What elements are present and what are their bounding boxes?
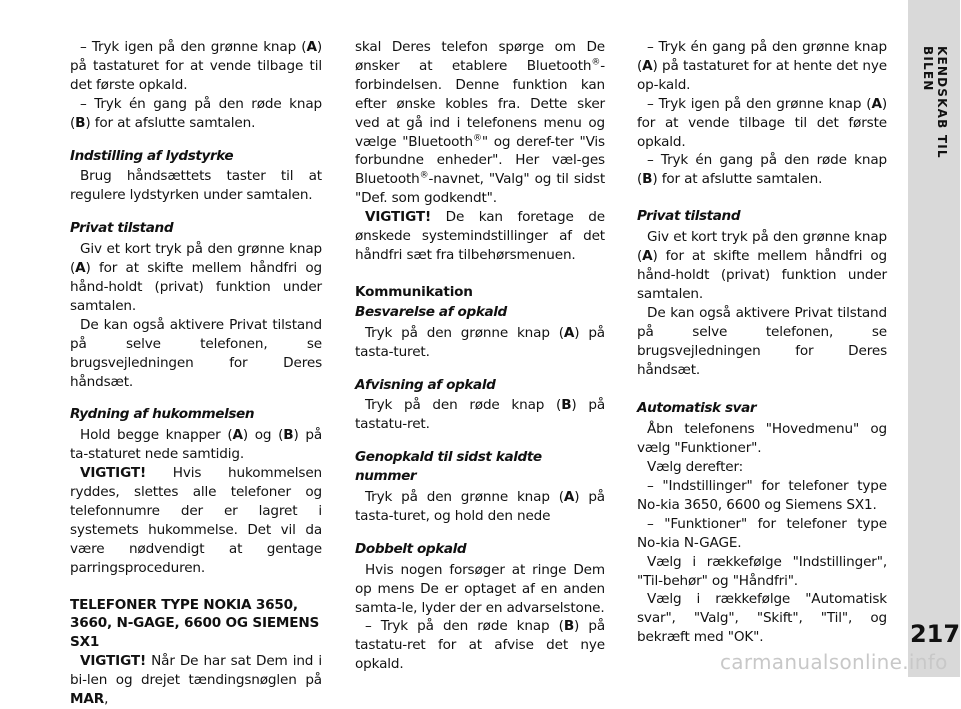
registered-mark: ®	[591, 57, 601, 68]
page-number: 217	[909, 620, 961, 648]
paragraph: Vælg i rækkefølge "Indstillinger", "Til-behør" og "Håndfri".	[637, 553, 887, 589]
section-label: KENDSKAB TIL BILEN	[921, 46, 949, 159]
text: ,	[104, 691, 109, 708]
paragraph	[637, 38, 887, 95]
section-heading: Privat tilstand	[70, 220, 174, 237]
paragraph	[355, 38, 605, 208]
key-label: A	[563, 324, 575, 341]
text: ) for at afslutte samtalen.	[85, 114, 256, 131]
key-position-label: MAR	[70, 691, 105, 708]
paragraph: De kan også aktivere Privat tilstand på selve telefonen, se brugsvejledningen for Deres håndsæt.	[637, 304, 887, 378]
key-label: A	[871, 95, 882, 112]
important-label: VIGTIGT!	[80, 465, 147, 482]
key-label: B	[561, 397, 572, 414]
text: – Tryk igen på den grønne knap (	[80, 39, 307, 55]
text: De kan foretage de ønskede systemindstillinger af det håndfri sæt fra tilbehørsmenuen.	[355, 209, 605, 263]
section-heading: Rydning af hukommelsen	[70, 406, 255, 423]
text: – Tryk igen på den grønne knap (	[647, 95, 872, 112]
paragraph	[637, 95, 887, 152]
paragraph: Brug håndsættets taster til at regulere lydstyrken under samtalen.	[70, 168, 322, 204]
paragraph: De kan også aktivere Privat tilstand på selve telefonen, se brugsvejledningen for Deres håndsæt.	[70, 316, 322, 390]
text: Giv et kort tryk på den grønne knap (	[70, 241, 322, 277]
text: ) for at skifte mellem håndfri og hånd-holdt (privat) funktion under samtalen.	[70, 260, 322, 314]
text: Giv et kort tryk på den grønne knap (	[637, 229, 887, 265]
column-left	[70, 38, 322, 709]
subsection-heading: Besvarelse af opkald	[355, 303, 507, 320]
text: Tryk på den grønne knap (	[365, 324, 564, 341]
registered-mark: ®	[472, 133, 482, 143]
key-label: B	[283, 427, 294, 444]
paragraph	[355, 396, 605, 434]
paragraph	[637, 151, 887, 189]
text: – Tryk én gang på den røde knap (	[637, 152, 887, 188]
text: ) på tasta-turet.	[355, 324, 605, 360]
key-label: A	[642, 248, 653, 265]
column-right	[637, 38, 887, 647]
key-label: B	[75, 114, 86, 131]
key-label: A	[563, 489, 575, 506]
text: skal Deres telefon spørge om De ønsker at etablere Bluetooth	[355, 39, 605, 74]
text: – Tryk én gang på den grønne knap (	[637, 39, 887, 74]
subsection-heading: Afvisning af opkald	[355, 376, 496, 393]
paragraph	[70, 652, 322, 709]
text: ) for at afslutte samtalen.	[652, 171, 823, 188]
paragraph: Vælg i rækkefølge "Automatisk svar", "Valg", "Skift", "Til", og bekræft med "OK".	[637, 591, 887, 646]
paragraph	[355, 617, 605, 674]
text: ) på tasta-turet, og hold den nede	[355, 489, 605, 524]
key-label: B	[563, 618, 575, 635]
paragraph	[70, 464, 322, 577]
text: -forbindelsen. Denne funktion kan efter ønske kobles fra. Dette sker ved at gå ind i telefonens menu og vælge "Bluetooth	[355, 57, 605, 150]
paragraph: Hvis nogen forsøger at ringe Dem op mens De er optaget af en anden samta-le, lyder der en advarselstone.	[355, 561, 605, 616]
text: Tryk på den grønne knap (	[365, 489, 564, 506]
paragraph: – "Funktioner" for telefoner type No-kia N-GAGE.	[637, 515, 887, 551]
text: ) på tastatu-ret.	[355, 397, 606, 433]
paragraph	[70, 95, 322, 133]
paragraph: Vælg derefter:	[647, 459, 744, 476]
text: ) på tastaturet for at vende tilbage til det første opkald.	[70, 39, 322, 93]
text: " og deref-ter "Vis forbundne enheder". Her væl-ges Bluetooth	[355, 133, 605, 188]
important-label: VIGTIGT!	[80, 653, 147, 670]
section-heading: TELEFONER TYPE NOKIA 3650, 3660, N-GAGE, 6600 OG SIEMENS SX1	[70, 596, 320, 651]
section-heading: Automatisk svar	[637, 400, 757, 417]
text: ) for at skifte mellem håndfri og hånd-holdt (privat) funktion under samtalen.	[637, 248, 887, 302]
paragraph	[637, 228, 887, 304]
section-heading: Privat tilstand	[637, 208, 741, 225]
section-heading: Kommunikation	[355, 283, 473, 300]
paragraph	[70, 38, 322, 95]
subsection-heading: Dobbelt opkald	[355, 540, 467, 557]
important-label: VIGTIGT!	[365, 209, 432, 226]
key-label: A	[306, 39, 317, 55]
paragraph: – "Indstillinger" for telefoner type No-kia 3650, 6600 og Siemens SX1.	[637, 478, 887, 513]
text: ) på ta-staturet nede samtidig.	[70, 427, 323, 463]
text: ) på tastaturet for at hente det nye op-kald.	[637, 57, 887, 93]
paragraph	[70, 426, 322, 464]
key-label: A	[232, 427, 243, 444]
paragraph	[355, 488, 605, 526]
text: – Tryk én gang på den røde knap (	[70, 95, 322, 131]
subsection-heading: Genopkald til sidst kaldte nummer	[355, 449, 542, 485]
paragraph: Åbn telefonens "Hovedmenu" og vælg "Funktioner".	[637, 421, 887, 457]
column-middle	[355, 38, 605, 674]
paragraph	[355, 208, 605, 265]
text: ) på tastatu-ret for at afvise det nye opkald.	[355, 618, 606, 673]
text: -navnet, "Valg" og til sidst "Def. som godkendt".	[355, 171, 605, 207]
text: Tryk på den røde knap (	[365, 397, 562, 414]
paragraph	[70, 240, 322, 316]
text: ) for at vende tilbage til det første opkald.	[637, 95, 887, 150]
text: Hold begge knapper (	[80, 427, 233, 444]
watermark: carmanualsonline.info	[720, 650, 948, 674]
key-label: A	[642, 57, 653, 74]
text: ) og (	[242, 427, 284, 444]
section-heading: Indstilling af lydstyrke	[70, 147, 234, 164]
registered-mark: ®	[419, 170, 429, 181]
text: – Tryk på den røde knap (	[365, 618, 564, 635]
paragraph	[355, 324, 605, 362]
key-label: B	[642, 171, 653, 188]
text: Når De har sat Dem ind i bi-len og drejet tændingsnøglen på	[70, 653, 322, 689]
text: Hvis hukommelsen ryddes, slettes alle telefoner og telefonnumre der er lagret i systemets hukommelse. Det vil da være nødvendigt at gentage parringsproceduren.	[70, 465, 322, 576]
key-label: A	[75, 260, 86, 277]
